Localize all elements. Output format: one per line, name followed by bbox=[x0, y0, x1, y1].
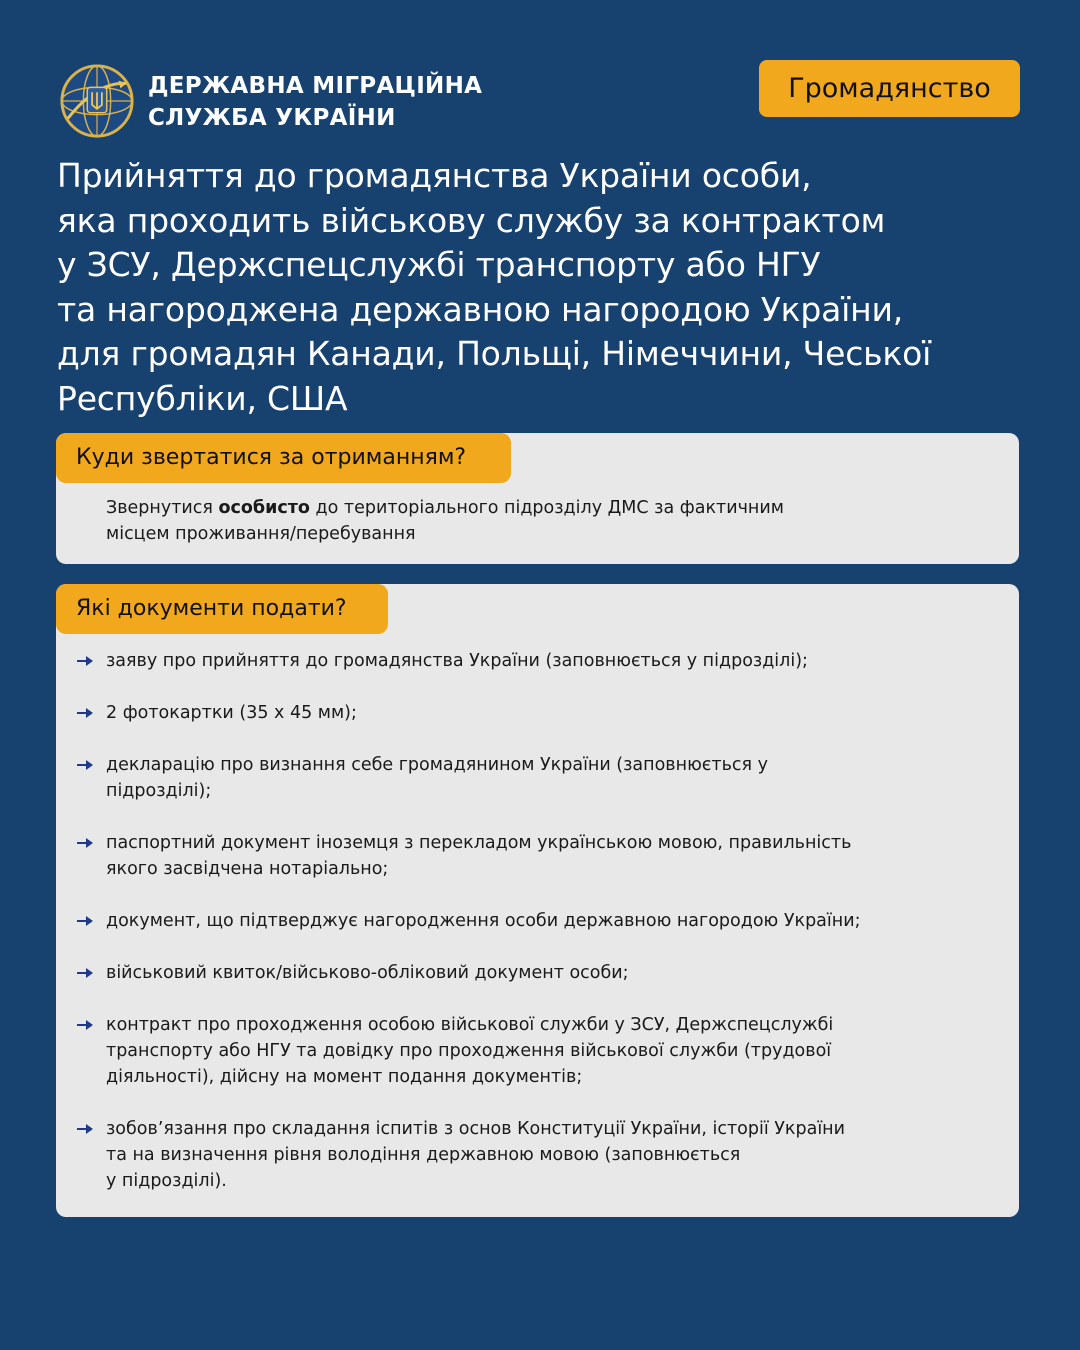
document-item-line: у підрозділі). bbox=[106, 1171, 227, 1191]
title-line: Прийняття до громадянства України особи, bbox=[57, 156, 812, 195]
arrow-right-icon bbox=[76, 1122, 94, 1136]
arrow-right-icon bbox=[76, 706, 94, 720]
document-item-line: заяву про прийняття до громадянства України (заповнюється у підрозділі); bbox=[106, 651, 808, 671]
where-text-line1 bbox=[106, 495, 986, 521]
where-to-apply-card bbox=[56, 433, 1019, 564]
dms-emblem-icon bbox=[58, 62, 136, 140]
document-item-line: військовий квиток/військово-обліковий документ особи; bbox=[106, 963, 629, 983]
where-to-apply-heading: Куди звертатися за отриманням? bbox=[56, 433, 511, 483]
document-item-line: паспортний документ іноземця з перекладом українською мовою, правильність bbox=[106, 833, 852, 853]
where-text-before: Звернутися bbox=[106, 498, 219, 518]
title-line: яка проходить військову службу за контрактом bbox=[57, 200, 886, 240]
document-list-item bbox=[106, 1012, 1006, 1090]
org-name-line1: ДЕРЖАВНА МІГРАЦІЙНА bbox=[148, 73, 483, 99]
document-item-line: підрозділі); bbox=[106, 781, 212, 801]
document-list-item bbox=[106, 648, 1006, 674]
org-name-line2: СЛУЖБА УКРАЇНИ bbox=[148, 105, 396, 131]
document-list-item bbox=[106, 700, 1006, 726]
title-line: Республіки, США bbox=[57, 378, 348, 418]
where-text-line2: місцем проживання/перебування bbox=[106, 524, 416, 544]
arrow-right-icon bbox=[76, 966, 94, 980]
document-list-item bbox=[106, 830, 1006, 882]
document-item-line: транспорту або НГУ та довідку про проходження військової служби (трудової bbox=[106, 1041, 832, 1061]
document-item-line: зобов’язання про складання іспитів з основ Конституції України, історії України bbox=[106, 1119, 845, 1139]
document-item-line: декларацію про визнання себе громадянином України (заповнюється у bbox=[106, 755, 768, 775]
arrow-right-icon bbox=[76, 758, 94, 772]
where-to-apply-text bbox=[106, 495, 986, 547]
org-name bbox=[148, 70, 482, 134]
documents-card bbox=[56, 584, 1019, 1217]
arrow-right-icon bbox=[76, 1018, 94, 1032]
document-list-item bbox=[106, 752, 1006, 804]
document-item-line: 2 фотокартки (35 х 45 мм); bbox=[106, 703, 357, 723]
arrow-right-icon bbox=[76, 654, 94, 668]
arrow-right-icon bbox=[76, 914, 94, 928]
title-line: для громадян Канади, Польщі, Німеччини, Чеської bbox=[57, 334, 932, 373]
category-tag: Громадянство bbox=[759, 60, 1020, 117]
page-title bbox=[57, 154, 1047, 421]
document-item-line: та на визначення рівня володіння державною мовою (заповнюється bbox=[106, 1145, 741, 1165]
where-text-after: до територіального підрозділу ДМС за фактичним bbox=[309, 498, 784, 518]
document-item-line: контракт про проходження особою військової служби у ЗСУ, Держспецслужбі bbox=[106, 1015, 834, 1035]
where-text-bold: особисто bbox=[218, 498, 310, 518]
title-line: та нагороджена державною нагородою України, bbox=[57, 289, 904, 329]
document-item-line: діяльності), дійсну на момент подання документів; bbox=[106, 1067, 583, 1087]
arrow-right-icon bbox=[76, 836, 94, 850]
document-list-item bbox=[106, 960, 1006, 986]
document-list-item bbox=[106, 908, 1006, 934]
document-list-item bbox=[106, 1116, 1006, 1194]
documents-heading: Які документи подати? bbox=[56, 584, 388, 634]
title-line: у ЗСУ, Держспецслужбі транспорту або НГУ bbox=[57, 245, 821, 284]
document-item-line: документ, що підтверджує нагородження особи державною нагородою України; bbox=[106, 911, 861, 931]
document-item-line: якого засвідчена нотаріально; bbox=[106, 859, 389, 879]
